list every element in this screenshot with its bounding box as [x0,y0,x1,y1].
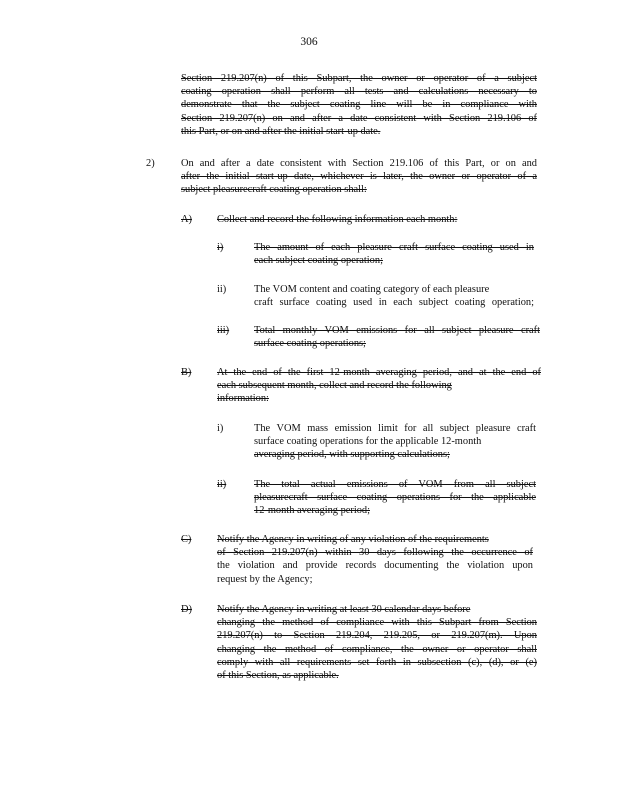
text-line-content: the violation and provide records documenting the violation upon [217,560,533,572]
text-line [254,241,534,254]
text-line-content: The VOM mass emission limit for all subject pleasure craft [254,423,536,434]
text-line-content: At the end of the first 12-month averaging period, and at the end of [217,367,541,378]
text-line-content: averaging period, with supporting calculations; [254,449,450,461]
text-line [217,656,537,669]
text-line [217,603,537,616]
text-line-content: Total monthly VOM emissions for all subject pleasure craft [254,325,540,336]
text-line-content: changing the method of compliance, the owner or operator shall [217,643,537,655]
text-line [181,98,537,111]
text-line-content: each subject coating operation; [254,255,383,267]
item-a-paragraph [217,213,495,226]
text-line-content: demonstrate that the subject coating line will be in compliance with [181,99,537,111]
text-line-content: 12-month averaging period; [254,505,370,517]
item-a-ii-paragraph [254,283,534,309]
text-line [254,435,536,448]
item-b-i-label: i) [217,423,224,434]
text-line-content: after the initial start-up date, whichever is later, the owner or operator of a [181,171,537,183]
item-b-paragraph [217,366,541,406]
text-line [254,422,536,435]
text-line-content: On and after a date consistent with Section 219.106 of this Part, or on and [181,158,537,169]
text-line [181,157,537,170]
text-line [217,573,533,586]
text-line-content: subject pleasurecraft coating operation shall: [181,184,367,196]
text-line-content: surface coating operations; [254,338,366,350]
text-line-content: The amount of each pleasure craft surface coating used in [254,242,534,253]
text-line [181,85,537,98]
text-line-content: of Section 219.207(n) within 30 days following the occurrence of [217,547,533,559]
text-line [181,183,537,196]
text-line [217,546,533,559]
text-line-content: Section 219.207(n) on and after a date consistent with Section 219.106 of [181,112,537,124]
item-c-paragraph [217,533,533,586]
item-a-i-label: i) [217,242,224,253]
text-line-content: information: [217,393,269,405]
item-c-label: C) [181,534,192,545]
text-line [217,629,537,642]
item-b-i-paragraph [254,422,536,462]
text-line [217,379,541,392]
text-line-content: changing the method of compliance with this Subpart from Section [217,617,537,629]
text-line [217,213,495,226]
item-a-i-paragraph [254,241,534,267]
item-a-iii-label: iii) [217,325,230,336]
item-d-label: D) [181,604,192,615]
text-line [181,72,537,85]
text-line-content: each subsequent month, collect and record the following [217,380,452,392]
text-line [217,616,537,629]
text-line-content: of this Section, as applicable. [217,669,339,681]
intro-paragraph [181,72,537,138]
text-line [217,559,533,572]
text-line [217,392,541,405]
text-line [181,170,537,183]
text-line-content: this Part, or on and after the initial start-up date. [181,125,381,137]
text-line-content: 219.207(n) to Section 219.204, 219.205, or 219.207(m). Upon [217,630,537,642]
item-b-ii-paragraph [254,478,536,518]
text-line [254,337,540,350]
text-line [254,324,540,337]
text-line [217,366,541,379]
text-line-content: Collect and record the following information each month: [217,214,458,225]
page-number: 306 [300,36,318,48]
text-line [254,491,536,504]
text-line [254,254,534,267]
text-line-content: craft surface coating used in each subject coating operation; [254,297,534,309]
item-d-paragraph [217,603,537,682]
text-line-content: coating operation shall perform all tests and calculations necessary to [181,86,537,98]
text-line-content: The total actual emissions of VOM from all subject [254,479,536,490]
text-line-content: pleasurecraft surface coating operations for the applicable [254,492,536,504]
text-line-content: Notify the Agency in writing of any violation of the requirements [217,534,489,545]
text-line [254,504,536,517]
item-2-label: 2) [146,158,155,169]
text-line [254,448,536,461]
text-line [254,296,534,309]
text-line [254,478,536,491]
text-line-content: surface coating operations for the applicable 12-month [254,436,482,448]
text-line-content: request by the Agency; [217,573,313,585]
text-line [217,643,537,656]
item-b-label: B) [181,367,192,378]
text-line [254,283,534,296]
item-a-iii-paragraph [254,324,540,350]
text-line [181,112,537,125]
text-line [181,125,537,138]
text-line [217,533,533,546]
text-line-content: The VOM content and coating category of each pleasure [254,284,490,295]
text-line-content: comply with all requirements set forth in subsection (c), (d), or (e) [217,656,537,668]
item-a-ii-label: ii) [217,284,227,295]
text-line-content: Section 219.207(n) of this Subpart, the owner or operator of a subject [181,73,537,84]
text-line [217,669,537,682]
item-2-paragraph [181,157,537,197]
item-a-label: A) [181,214,192,225]
text-line-content: Notify the Agency in writing at least 30 calendar days before [217,604,471,615]
item-b-ii-label: ii) [217,479,227,490]
